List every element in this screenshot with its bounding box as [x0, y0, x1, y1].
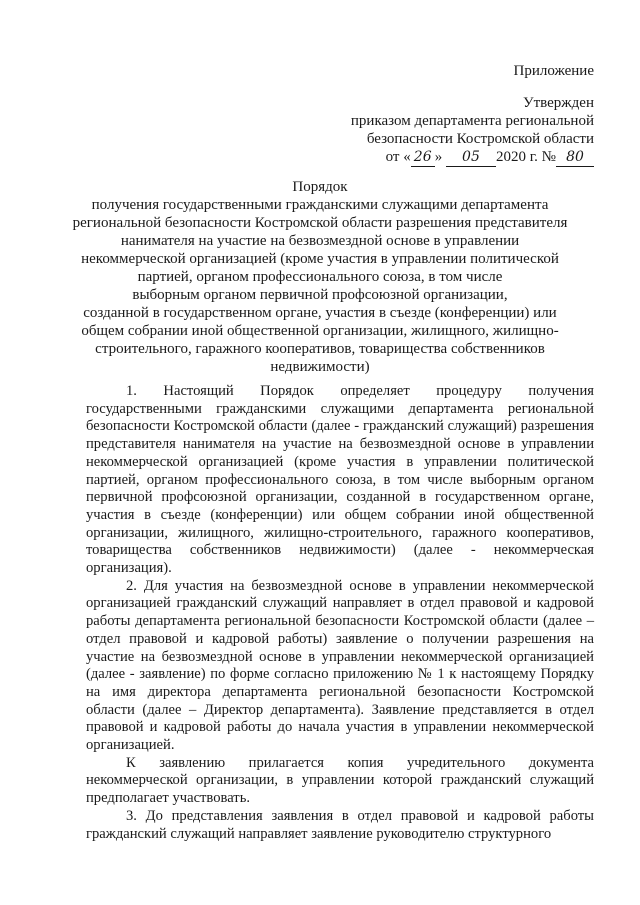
subtitle-line: созданной в государственном органе, участия в съезде (конференции) или	[83, 305, 557, 321]
subtitle-line: общем собрании иной общественной организации, жилищного, жилищно-	[81, 323, 559, 339]
paragraph-attachment: К заявлению прилагается копия учредительного документа некоммерческой организации, в управлении которой гражданский служащий предполагает участвовать.	[86, 754, 594, 807]
appendix-label: Приложение	[513, 63, 594, 79]
paragraph-2: 2. Для участия на безвозмездной основе в управлении некоммерческой организацией гражданский служащий направляет в отдел правовой и кадровой работы департамента региональной безопасности Костромской области (далее – отдел правовой и кадровой работы) заявление о получении разрешения на участие на безвозмездной основе в управлении некоммерческой организацией (далее - заявление) по форме согласно приложению № 1 к настоящему Порядку на имя директора департамента региональной безопасности Костромской области (далее – Директор департамента). Заявление представляется в отдел правовой и кадровой работы до начала участия в управлении некоммерческой организацией.	[86, 577, 594, 754]
document-subtitle	[40, 196, 600, 376]
order-year: 2020 г. №	[495, 149, 556, 165]
order-month-handwritten: 05	[446, 148, 496, 167]
approval-line-2: приказом департамента региональной	[350, 113, 594, 129]
document-body	[86, 383, 594, 843]
paragraph-3: 3. До представления заявления в отдел правовой и кадровой работы гражданский служащий направляет заявление руководителю структурного	[86, 807, 594, 842]
order-day-handwritten: 26	[411, 148, 435, 167]
document-title: Порядок	[292, 179, 348, 195]
subtitle-line: получения государственными гражданскими служащими департамента	[91, 197, 549, 213]
order-prefix: от «	[385, 149, 411, 165]
subtitle-line: недвижимости)	[270, 359, 370, 375]
order-mid: »	[434, 149, 443, 165]
approval-line-3: безопасности Костромской области	[366, 131, 594, 147]
approval-line-1: Утвержден	[522, 95, 594, 111]
subtitle-line: партией, органом профессионального союза, в том числе	[137, 269, 503, 285]
paragraph-1: 1. Настоящий Порядок определяет процедуру получения государственными гражданскими служащими департамента региональной безопасности Костромской области (далее - гражданский служащий) разрешения представителя нанимателя на участие на безвозмездной основе в управлении некоммерческой организацией (кроме участия в управлении политической партией, органом профессионального союза, в том числе выборным органом первичной профсоюзной организации, созданной в государственном органе, участия в съезде (конференции) или общем собрании иной общественной организации, жилищного, жилищно-строительного, гаражного кооперативов, товарищества собственников недвижимости) (далее - некоммерческая организация).	[86, 383, 594, 577]
subtitle-line: выборным органом первичной профсоюзной организации,	[132, 287, 508, 303]
subtitle-line: строительного, гаражного кооперативов, товарищества собственников	[95, 341, 545, 357]
subtitle-line: нанимателя на участие на безвозмездной основе в управлении	[120, 233, 520, 249]
order-date-line	[351, 148, 594, 167]
approval-block	[351, 94, 594, 167]
order-number-handwritten: 80	[556, 148, 594, 167]
subtitle-line: некоммерческой организацией (кроме участия в управлении политической	[81, 251, 559, 267]
subtitle-line: региональной безопасности Костромской области разрешения представителя	[72, 215, 568, 231]
